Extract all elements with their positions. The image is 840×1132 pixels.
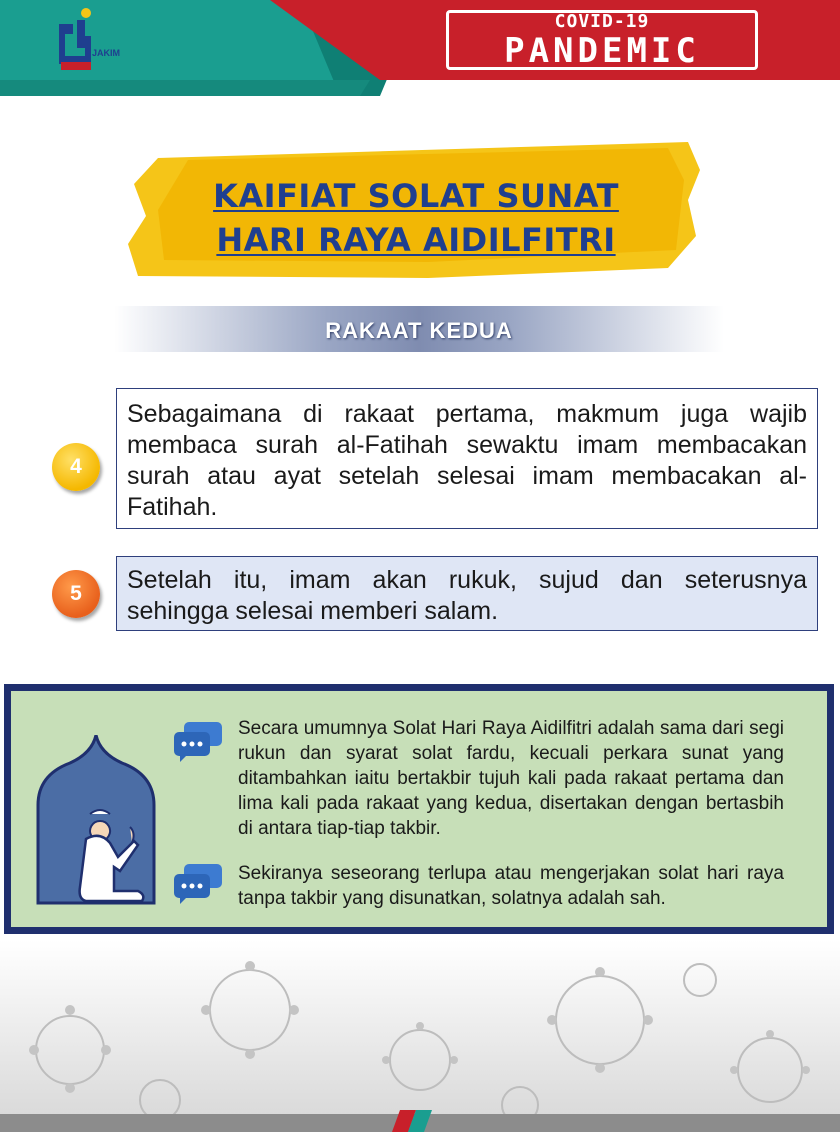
- title-block: [128, 140, 704, 282]
- title-line-1: KAIFIAT SOLAT SUNAT: [213, 177, 619, 215]
- covid-badge: [446, 10, 758, 70]
- title-line-2: HARI RAYA AIDILFITRI: [216, 221, 616, 259]
- section-banner: [114, 306, 724, 352]
- logo-text: JAKIM: [92, 48, 121, 58]
- badge-top-text: COVID-19: [554, 11, 650, 32]
- info-paragraph: Sekiranya seseorang terlupa atau mengerjakan solat hari raya tanpa takbir yang disunatkan, solatnya adalah sah.: [238, 863, 784, 909]
- page-title: [128, 174, 704, 262]
- virus-background-decoration: [0, 940, 840, 1120]
- step-number-badge: 5: [52, 570, 100, 618]
- praying-person-icon: [30, 735, 180, 905]
- step-number-badge: 4: [52, 443, 100, 491]
- jakim-logo: [55, 6, 95, 76]
- section-heading: RAKAAT KEDUA: [325, 318, 513, 343]
- speech-bubble-icon: [172, 720, 224, 764]
- speech-bubble-icon: [172, 862, 224, 906]
- step-box: Sebagaimana di rakaat pertama, makmum juga wajib membaca surah al-Fatihah sewaktu imam membacakan surah atau ayat setelah selesai imam membacakan al-Fatihah.: [116, 388, 818, 529]
- step-box: Setelah itu, imam akan rukuk, sujud dan seterusnya sehingga selesai memberi salam.: [116, 556, 818, 631]
- header: [0, 0, 840, 96]
- badge-main-text: PANDEMIC: [504, 31, 700, 71]
- info-paragraph: Secara umumnya Solat Hari Raya Aidilfitri adalah sama dari segi rukun dan syarat solat fardu, kecuali perkara sunat yang ditambahkan iaitu bertakbir tujuh kali pada rakaat pertama dan lima kali pada rakaat yang kedua, disertakan dengan bertasbih di antara tiap-tiap takbir.: [238, 718, 784, 839]
